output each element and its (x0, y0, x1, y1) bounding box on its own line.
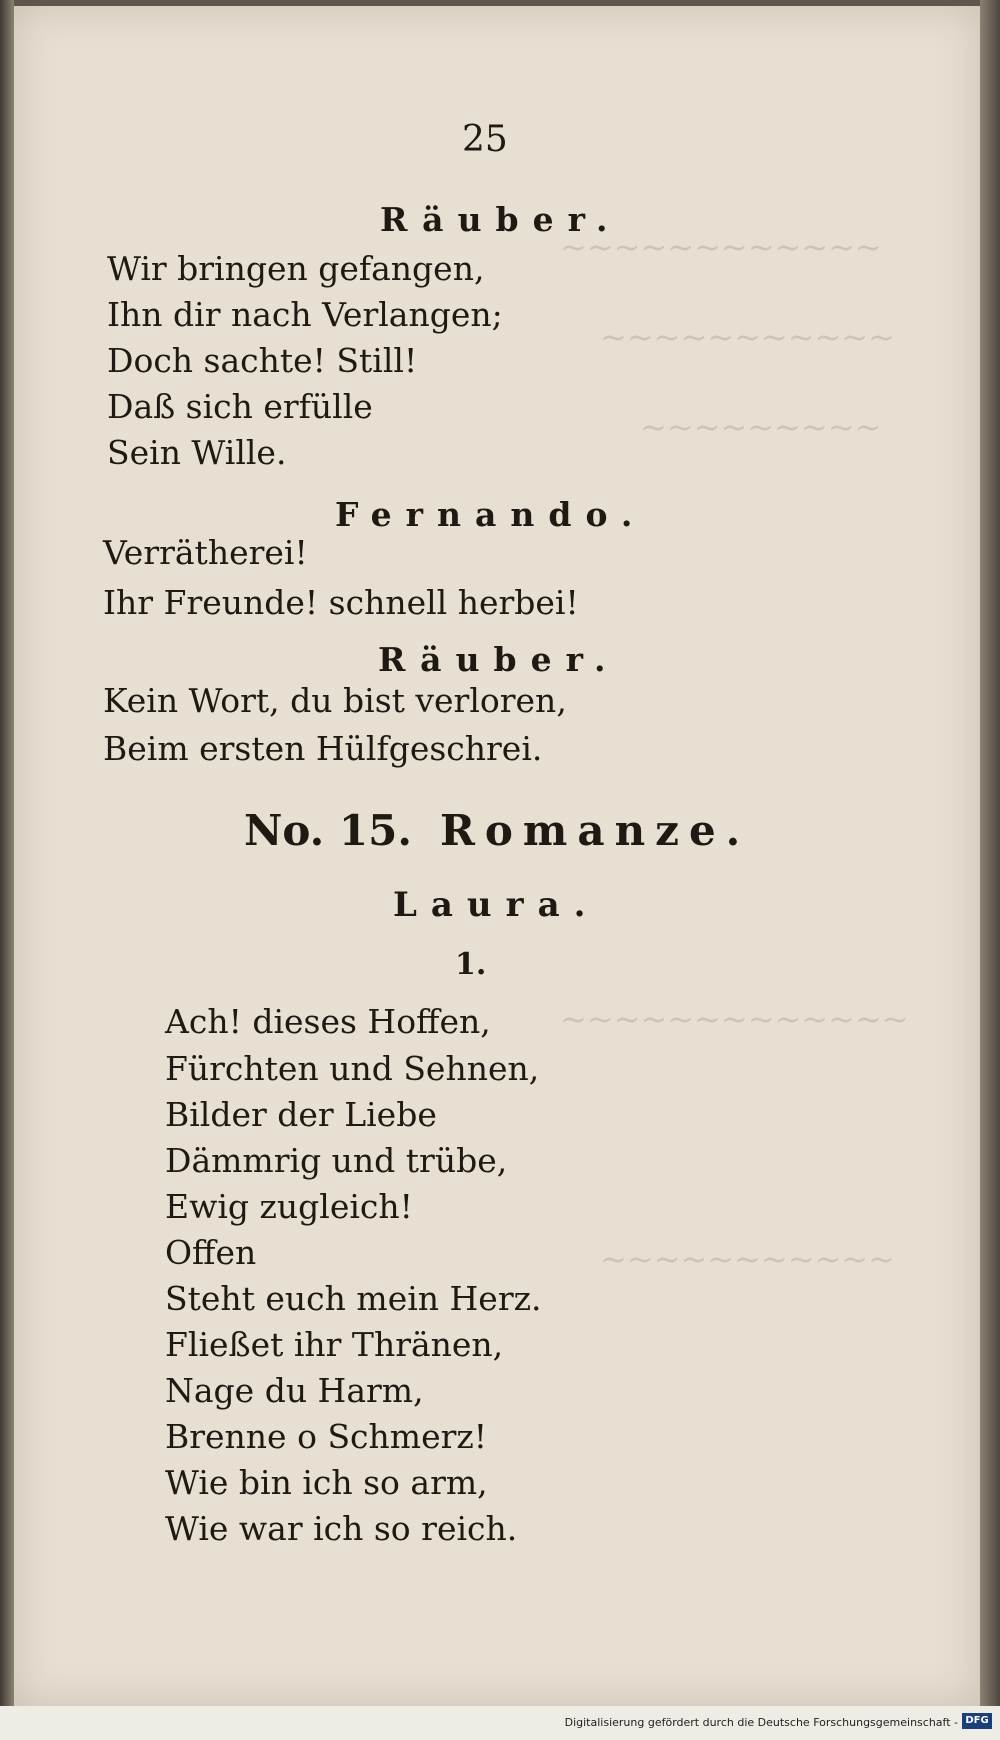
verse-line: Fließet ihr Thränen, (165, 1325, 504, 1364)
verse-line: Brenne o Schmerz! (165, 1417, 488, 1456)
book-gutter (0, 0, 14, 1740)
dfg-logo: DFG (962, 1713, 992, 1729)
section-title: Romanze. (440, 806, 751, 855)
show-through-line: ​~~~~~~~~~~~~ (560, 228, 882, 266)
show-through-line: ​~~~~~~~~~~~ (600, 318, 895, 356)
verse-line: Doch sachte! Still! (107, 341, 418, 380)
verse-line: Fürchten und Sehnen, (165, 1049, 540, 1088)
verse-line: Ach! dieses Hoffen, (165, 1002, 491, 1041)
verse-line: Wie war ich so reich. (165, 1509, 518, 1548)
speaker-label: Fernando. (335, 495, 647, 534)
verse-line: Nage du Harm, (165, 1371, 424, 1410)
stanza-number: 1. (455, 947, 487, 982)
show-through-line: ​~~~~~~~~~~~~~ (560, 1000, 909, 1038)
verse-line: Dämmrig und trübe, (165, 1141, 508, 1180)
digitization-credit: Digitalisierung gefördert durch die Deutsche Forschungsgemeinschaft - (564, 1716, 958, 1729)
character-name: Laura. (393, 885, 600, 925)
verse-line: Ihr Freunde! schnell herbei! (103, 583, 579, 622)
show-through-line: ​~~~~~~~~~~~ (600, 1240, 895, 1278)
verse-line: Offen (165, 1233, 257, 1272)
verse-line: Kein Wort, du bist verloren, (103, 681, 567, 720)
section-number: No. 15. (244, 806, 412, 855)
verse-line: Steht euch mein Herz. (165, 1279, 542, 1318)
verse-line: Wir bringen gefangen, (107, 249, 485, 288)
page-number: 25 (462, 119, 508, 160)
page-edge (980, 0, 1000, 1740)
verse-line: Ihn dir nach Verlangen; (107, 295, 503, 334)
show-through-line: ​~~~~~~~~~ (640, 408, 882, 446)
verse-line: Sein Wille. (107, 433, 287, 472)
verse-line: Verrätherei! (103, 533, 308, 572)
verse-line: Beim ersten Hülfgeschrei. (103, 729, 543, 768)
verse-line: Bilder der Liebe (165, 1095, 437, 1134)
verse-line: Daß sich erfülle (107, 387, 373, 426)
verse-line: Ewig zugleich! (165, 1187, 413, 1226)
verse-line: Wie bin ich so arm, (165, 1463, 488, 1502)
speaker-label: Räuber. (378, 640, 620, 679)
speaker-label: Räuber. (380, 200, 622, 239)
